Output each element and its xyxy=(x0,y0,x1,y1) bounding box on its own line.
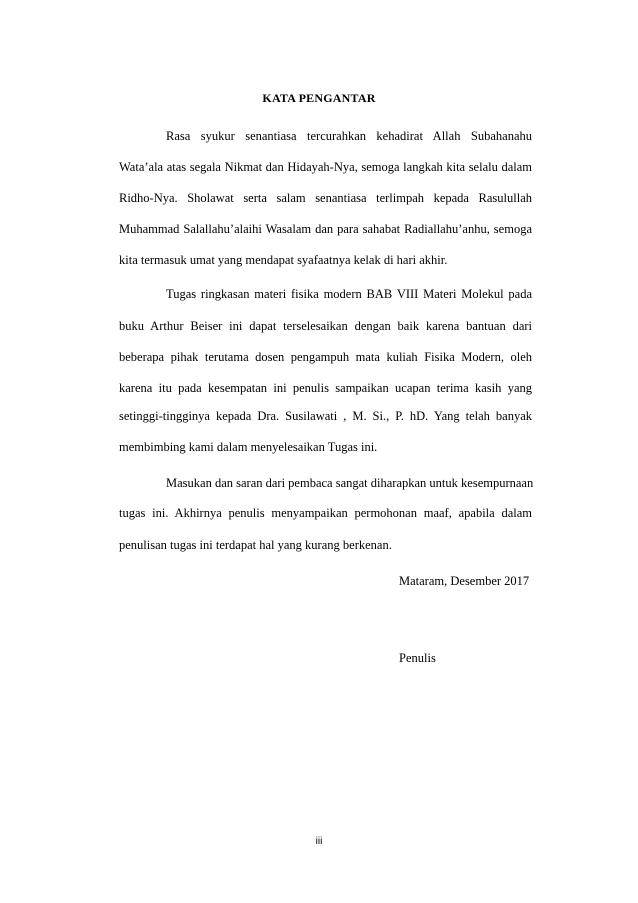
paragraph-2-line-4: karena itu pada kesempatan ini penulis sampaikan ucapan terima kasih yang xyxy=(119,381,532,395)
paragraph-2-line-2: buku Arthur Beiser ini dapat terselesaikan dengan baik karena bantuan dari xyxy=(119,319,532,333)
paragraph-1-line-1: Rasa syukur senantiasa tercurahkan kehadirat Allah Subahanahu xyxy=(166,129,532,143)
paragraph-2-line-5: setinggi-tingginya kepada Dra. Susilawati , M. Si., P. hD. Yang telah banyak xyxy=(119,409,532,423)
place-date: Mataram, Desember 2017 xyxy=(399,574,530,588)
page-title: KATA PENGANTAR xyxy=(262,91,376,105)
paragraph-2-line-6: membimbing kami dalam menyelesaikan Tugas ini. xyxy=(119,440,378,454)
paragraph-2-line-3: beberapa pihak terutama dosen pengampuh mata kuliah Fisika Modern, oleh xyxy=(119,350,532,364)
page-number: iii xyxy=(315,836,323,847)
paragraph-1-line-4: Muhammad Salallahu’alaihi Wasalam dan para sahabat Radiallahu’anhu, semoga xyxy=(119,222,532,236)
author-signature: Penulis xyxy=(399,651,436,665)
paragraph-2-line-1: Tugas ringkasan materi fisika modern BAB VIII Materi Molekul pada xyxy=(166,287,532,301)
paragraph-1-line-5: kita termasuk umat yang mendapat syafaatnya kelak di hari akhir. xyxy=(119,253,448,267)
paragraph-3-line-3: penulisan tugas ini terdapat hal yang kurang berkenan. xyxy=(119,538,392,552)
paragraph-3-line-1: Masukan dan saran dari pembaca sangat diharapkan untuk kesempurnaan xyxy=(166,476,534,490)
paragraph-1-line-2: Wata’ala atas segala Nikmat dan Hidayah-Nya, semoga langkah kita selalu dalam xyxy=(119,160,532,174)
paragraph-3-line-2: tugas ini. Akhirnya penulis menyampaikan permohonan maaf, apabila dalam xyxy=(119,506,532,520)
paragraph-1-line-3: Ridho-Nya. Sholawat serta salam senantiasa terlimpah kepada Rasulullah xyxy=(119,191,532,205)
